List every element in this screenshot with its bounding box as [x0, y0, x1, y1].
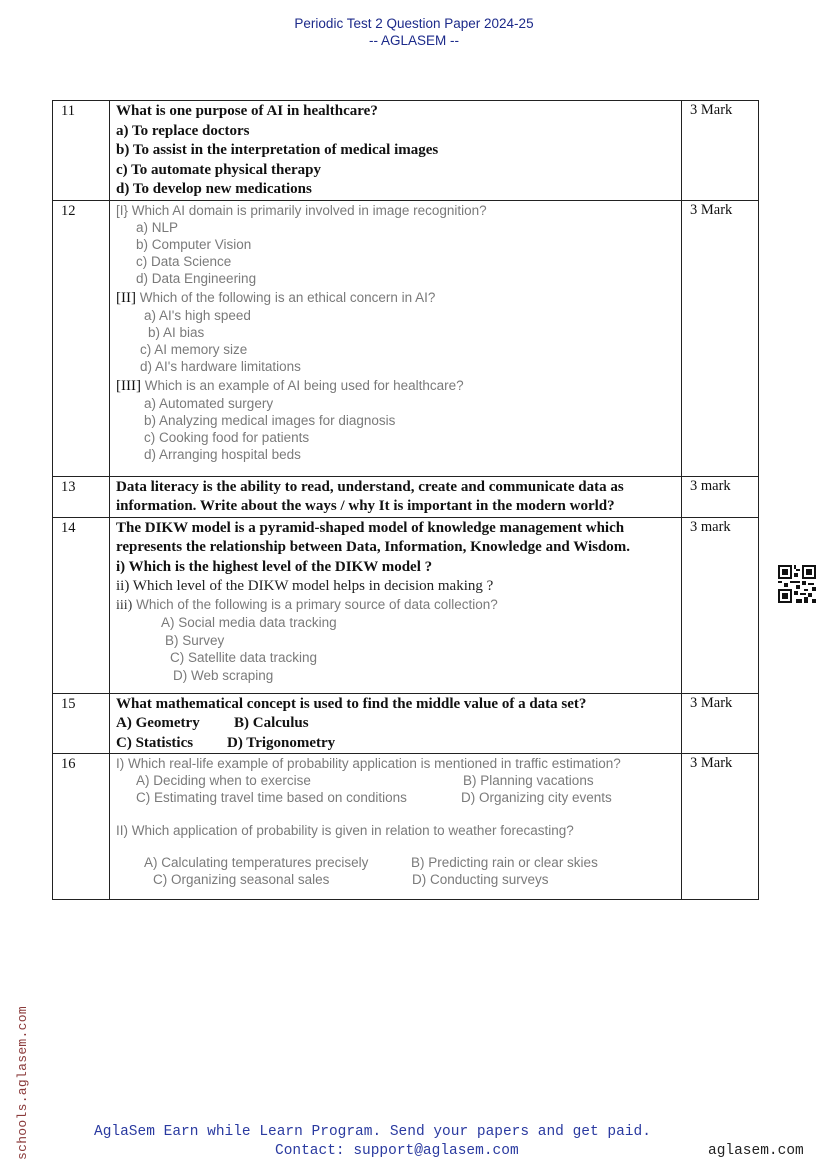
sub-question: ii) Which level of the DIKW model helps in decision making ?: [116, 578, 494, 594]
sub-question: [116, 377, 675, 395]
option: a) Automated surgery: [144, 395, 274, 411]
question-text-line: information. Write about the ways / why It is important in the modern world?: [116, 498, 615, 514]
option: D) Conducting surveys: [412, 872, 549, 887]
option: B) Survey: [165, 632, 225, 648]
option: a) AI's high speed: [144, 307, 251, 323]
question-number: 14: [53, 517, 110, 693]
sub-question: [116, 289, 675, 307]
sub-question-label: iii): [116, 598, 133, 613]
paper-title: Periodic Test 2 Question Paper 2024-25: [294, 16, 534, 31]
option-row: [116, 772, 675, 789]
option: d) Arranging hospital beds: [144, 446, 301, 462]
option: B) Predicting rain or clear skies: [411, 855, 598, 870]
question-row-12: [53, 200, 759, 476]
sub-question-text: Which is an example of AI being used for healthcare?: [144, 377, 464, 393]
page-header: [0, 15, 828, 49]
footer-promo: AglaSem Earn while Learn Program. Send your papers and get paid.: [94, 1124, 651, 1140]
option: D) Trigonometry: [227, 734, 336, 751]
marks: 3 mark: [682, 517, 759, 693]
option: b) To assist in the interpretation of medical images: [116, 142, 439, 158]
option: D) Web scraping: [173, 667, 274, 683]
question-text: What mathematical concept is used to find the middle value of a data set?: [116, 695, 587, 712]
sub-question: i) Which is the highest level of the DIKW model ?: [116, 558, 433, 575]
question-content: [110, 754, 682, 900]
option: B) Planning vacations: [463, 773, 594, 788]
question-text-line: Data literacy is the ability to read, understand, create and communicate data as: [116, 478, 624, 495]
marks: 3 Mark: [682, 754, 759, 900]
marks: 3 mark: [682, 476, 759, 517]
question-row-16: [53, 754, 759, 900]
question-text: What is one purpose of AI in healthcare?: [116, 103, 378, 119]
option: c) AI memory size: [140, 341, 248, 357]
question-content: [110, 517, 682, 693]
option: C) Organizing seasonal sales: [153, 872, 330, 887]
option: C) Statistics: [116, 734, 194, 751]
question-content: [110, 693, 682, 754]
question-text-line: The DIKW model is a pyramid-shaped model of knowledge management which: [116, 519, 625, 536]
option: A) Social media data tracking: [161, 615, 337, 630]
question-row-15: [53, 693, 759, 754]
option: B) Calculus: [234, 715, 309, 731]
paper-subtitle: -- AGLASEM --: [368, 33, 459, 48]
option: c) Data Science: [136, 253, 232, 269]
marks: 3 Mark: [682, 693, 759, 754]
option-row: [116, 789, 675, 806]
sub-question: [116, 596, 675, 614]
option: A) Calculating temperatures precisely: [144, 855, 369, 870]
question-number: 11: [53, 101, 110, 201]
option-row: [116, 714, 675, 734]
question-content: [110, 101, 682, 201]
option: a) To replace doctors: [116, 122, 250, 139]
option: C) Estimating travel time based on conditions: [136, 790, 407, 805]
question-text-line: represents the relationship between Data, Information, Knowledge and Wisdom.: [116, 539, 631, 555]
question-table: [52, 100, 759, 900]
option-row: [116, 734, 675, 754]
option: a) NLP: [136, 219, 179, 235]
sub-question: [116, 202, 675, 219]
sub-question-text: Which AI domain is primarily involved in image recognition?: [131, 202, 487, 218]
sub-question-text: Which of the following is an ethical concern in AI?: [139, 289, 436, 305]
option: D) Organizing city events: [461, 790, 612, 805]
sub-question-label: [II]: [116, 289, 136, 306]
footer-contact: Contact: support@aglasem.com: [275, 1143, 519, 1159]
question-row-11: [53, 101, 759, 201]
question-number: 16: [53, 754, 110, 900]
option-row: [116, 854, 675, 871]
option: b) Analyzing medical images for diagnosis: [144, 412, 396, 428]
sub-question: II) Which application of probability is given in relation to weather forecasting?: [116, 823, 574, 838]
question-content: [110, 200, 682, 476]
option: c) Cooking food for patients: [144, 429, 310, 445]
sub-question: I) Which real-life example of probability application is mentioned in traffic estimation?: [116, 756, 621, 771]
question-row-13: [53, 476, 759, 517]
side-watermark: schools.aglasem.com: [15, 1006, 30, 1160]
option: A) Geometry: [116, 715, 200, 731]
option: d) Data Engineering: [136, 270, 257, 286]
marks: 3 Mark: [682, 200, 759, 476]
qr-code-icon[interactable]: [778, 565, 816, 603]
question-row-14: [53, 517, 759, 693]
option: A) Deciding when to exercise: [136, 773, 311, 788]
question-number: 15: [53, 693, 110, 754]
sub-question-label: [I}: [116, 202, 129, 218]
option: d) To develop new medications: [116, 181, 312, 197]
option: C) Satellite data tracking: [170, 650, 318, 665]
marks: 3 Mark: [682, 101, 759, 201]
option: b) AI bias: [148, 324, 205, 340]
question-content: [110, 476, 682, 517]
sub-question-label: [III]: [116, 377, 141, 394]
question-number: 13: [53, 476, 110, 517]
sub-question-text: Which of the following is a primary source of data collection?: [136, 597, 498, 612]
footer-site: aglasem.com: [708, 1143, 804, 1159]
question-number: 12: [53, 200, 110, 476]
option-row: [116, 871, 675, 888]
option: d) AI's hardware limitations: [140, 358, 301, 374]
option: b) Computer Vision: [136, 236, 252, 252]
option: c) To automate physical therapy: [116, 161, 322, 178]
